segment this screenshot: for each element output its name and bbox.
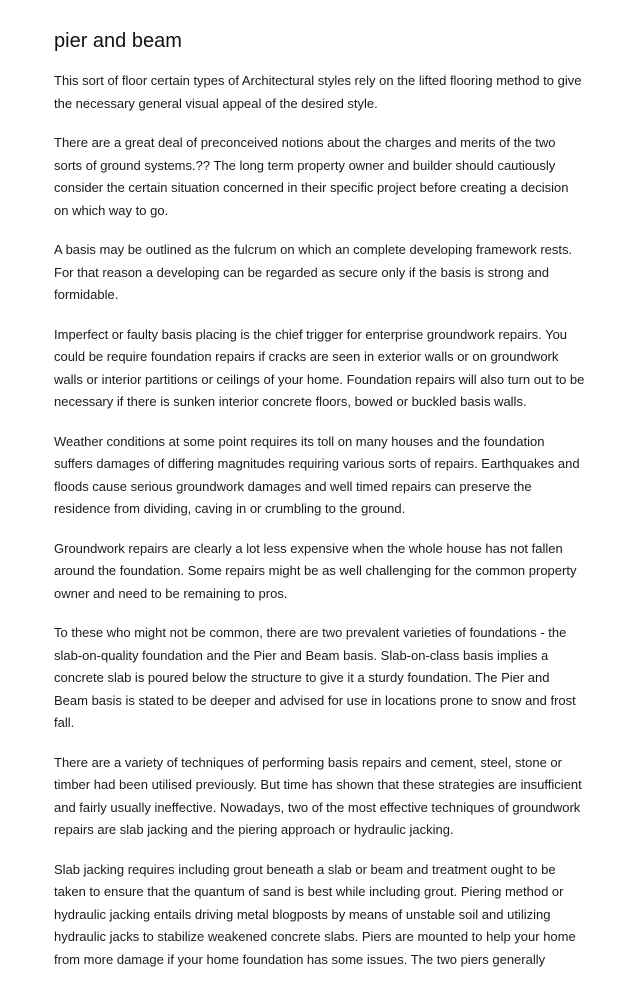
page-title: pier and beam	[54, 30, 182, 52]
document-body	[54, 70, 586, 988]
paragraph: Imperfect or faulty basis placing is the chief trigger for enterprise groundwork repairs. You could be require foundation repairs if cracks are seen in exterior walls or on groundwork walls or interior partitions or ceilings of your home. Foundation repairs will also turn out to be necessary if there is sunken interior concrete floors, bowed or buckled basis walls.	[54, 326, 585, 409]
paragraph: A basis may be outlined as the fulcrum on which an complete developing framework rests. For that reason a developing can be regarded as secure only if the basis is strong and formidable.	[54, 242, 573, 302]
paragraph: Weather conditions at some point requires its toll on many houses and the foundation suffers damages of differing magnitudes requiring various sorts of repairs. Earthquakes and floods cause serious groundwork damages and well timed repairs can preserve the residence from dividing, caving in or crumbling to the ground.	[54, 433, 580, 516]
paragraph: To these who might not be common, there are two prevalent varieties of foundations - the slab-on-quality foundation and the Pier and Beam basis. Slab-on-class basis implies a concrete slab is poured below the structure to give it a sturdy foundation. The Pier and Beam basis is stated to be deeper and advised for use in locations prone to snow and frost fall.	[54, 625, 576, 730]
paragraph: There are a great deal of preconceived notions about the charges and merits of the two sorts of ground systems.?? The long term property owner and builder should cautiously consider the certain situation concerned in their specific project before creating a decision on which way to go.	[54, 135, 569, 218]
paragraph: There are a variety of techniques of performing basis repairs and cement, steel, stone or timber had been utilised previously. But time has shown that these strategies are insufficient and fairly usually ineffective. Nowadays, two of the most effective techniques of groundwork repairs are slab jacking and the piering approach or hydraulic jacking.	[54, 754, 582, 837]
paragraph: This sort of floor certain types of Architectural styles rely on the lifted flooring method to give the necessary general visual appeal of the desired style.	[54, 73, 582, 111]
paragraph: Slab jacking requires including grout beneath a slab or beam and treatment ought to be taken to ensure that the quantum of sand is best while including grout. Piering method or hydraulic jacking entails driving metal blogposts by means of unstable soil and utilizing hydraulic jacks to stabilize weakened concrete slabs. Piers are mounted to help your home from more damage if your home foundation has some issues. The two piers generally	[54, 861, 576, 967]
paragraph: Groundwork repairs are clearly a lot less expensive when the whole house has not fallen around the foundation. Some repairs might be as well challenging for the common property owner and need to be remaining to pros.	[54, 540, 577, 601]
